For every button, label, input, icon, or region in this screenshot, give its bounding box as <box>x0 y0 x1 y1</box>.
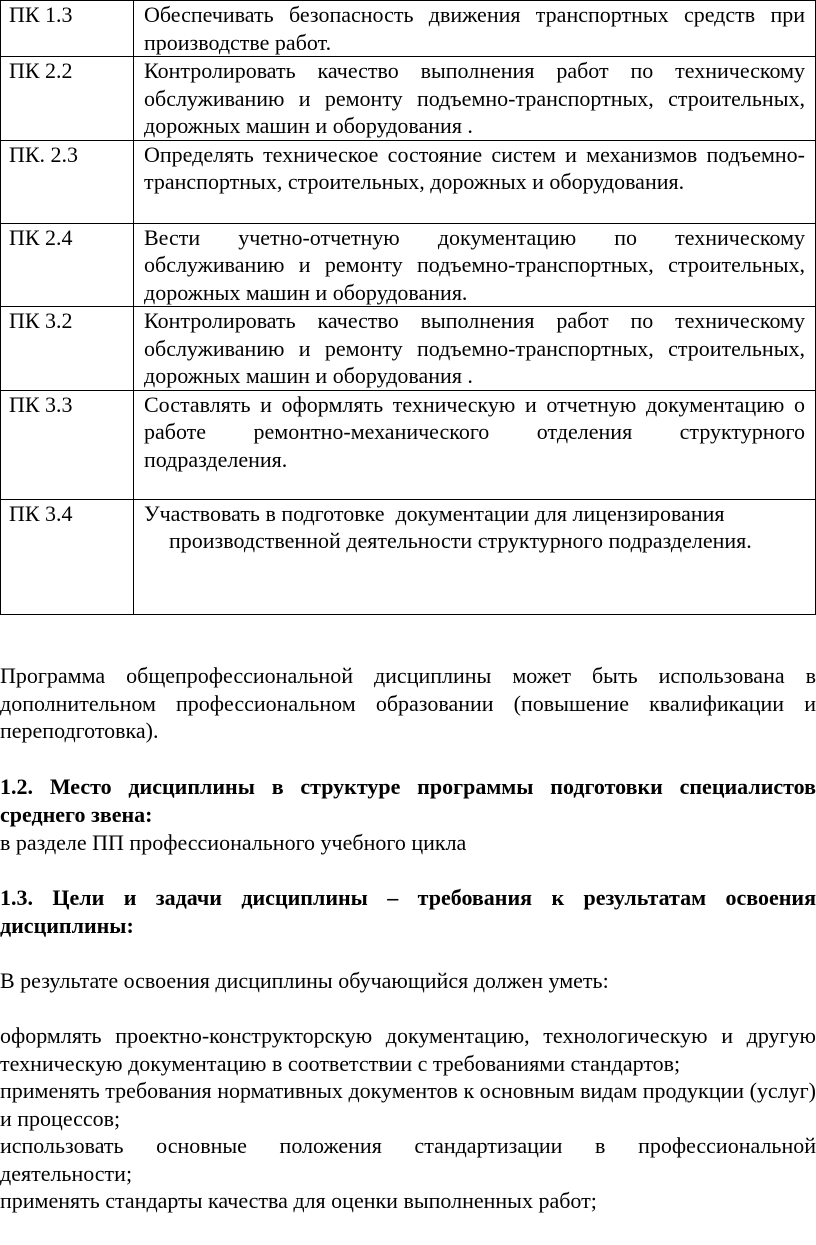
skills-list <box>0 1022 816 1215</box>
list-item: применять стандарты качества для оценки выполненных работ; <box>0 1188 597 1213</box>
competency-description: Контролировать качество выполнения работ по техническому обслуживанию и ремонту подъемно-транспортных, строительных, дорожных машин и оборудования . <box>134 57 816 141</box>
competency-code: ПК 3.2 <box>1 307 134 391</box>
competency-code: ПК 1.3 <box>1 1 134 57</box>
table-row <box>1 223 816 307</box>
competency-description: Вести учетно-отчетную документацию по техническому обслуживанию и ремонту подъемно-транспортных, строительных, дорожных машин и оборудования. <box>134 223 816 307</box>
competency-code: ПК 3.3 <box>1 390 134 499</box>
competency-code: ПК. 2.3 <box>1 140 134 223</box>
list-item: использовать основные положения стандартизации в профессиональной деятельности; <box>0 1133 816 1186</box>
section-heading-1-2: 1.2. Место дисциплины в структуре программы подготовки специалистов среднего звена: <box>0 774 816 827</box>
list-item: применять требования нормативных документов к основным видам продукции (услуг) и процессов; <box>0 1078 816 1131</box>
list-item: оформлять проектно-конструкторскую документацию, технологическую и другую техническую документацию в соответствии с требованиями стандартов; <box>0 1023 816 1076</box>
program-usage-paragraph: Программа общепрофессиональной дисциплины может быть использована в дополнительном профессиональном образовании (повышение квалификации и переподготовка). <box>0 663 816 743</box>
table-row <box>1 140 816 223</box>
learning-result-intro: В результате освоения дисциплины обучающийся должен уметь: <box>0 968 609 993</box>
competency-description <box>134 499 816 614</box>
section-heading-1-3: 1.3. Цели и задачи дисциплины – требования к результатам освоения дисциплины: <box>0 885 816 938</box>
competency-description: Определять техническое состояние систем и механизмов подъемно-транспортных, строительных, дорожных и оборудования. <box>134 140 816 223</box>
table-row <box>1 307 816 391</box>
competency-description: Составлять и оформлять техническую и отчетную документацию о работе ремонтно-механического отделения структурного подразделения. <box>134 390 816 499</box>
competency-description: Обеспечивать безопасность движения транспортных средств при производстве работ. <box>134 1 816 57</box>
table-row <box>1 1 816 57</box>
competency-code: ПК 2.4 <box>1 223 134 307</box>
table-row <box>1 390 816 499</box>
table-row <box>1 57 816 141</box>
competency-description-continuation: производственной деятельности структурного подразделения. <box>169 528 752 553</box>
section-1-2-text: в разделе ПП профессионального учебного цикла <box>0 830 467 855</box>
competency-description: Контролировать качество выполнения работ по техническому обслуживанию и ремонту подъемно-транспортных, строительных, дорожных машин и оборудования . <box>134 307 816 391</box>
competencies-table <box>0 0 816 615</box>
competency-code: ПК 3.4 <box>1 499 134 614</box>
competency-code: ПК 2.2 <box>1 57 134 141</box>
table-row <box>1 499 816 614</box>
competency-description-first-line: Участвовать в подготовке документации для лицензирования <box>144 500 725 526</box>
